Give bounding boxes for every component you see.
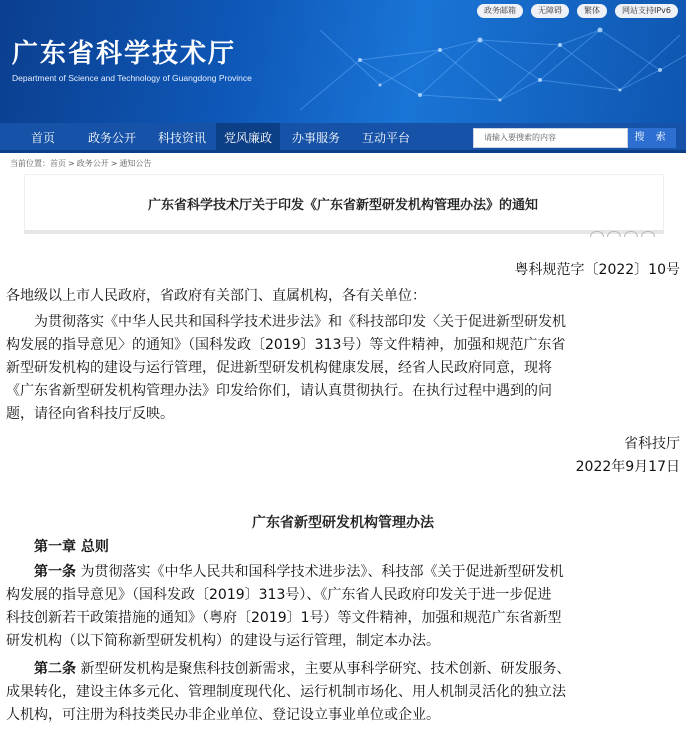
nav-item-interaction[interactable]: 互动平台	[361, 131, 410, 145]
share-icon[interactable]	[641, 231, 655, 237]
main-nav	[0, 123, 686, 153]
body-line: 题，请径向省科技厅反映。	[6, 406, 174, 422]
panel-footer-bar	[24, 230, 664, 234]
breadcrumb-separator: >	[68, 159, 75, 168]
article-1-line: 构发展的指导意见》（国科发政〔2019〕313号）、《广东省人民政府印发关于进一步促进	[6, 587, 552, 603]
share-icon[interactable]	[624, 231, 638, 237]
article-1-line: 研发机构（以下简称新型研发机构）的建设与运行管理，制定本办法。	[6, 633, 440, 649]
share-icon[interactable]	[607, 231, 621, 237]
nav-item-gov-affairs[interactable]: 政务公开	[87, 131, 136, 145]
breadcrumb	[10, 158, 151, 169]
nav-item-services[interactable]: 办事服务	[291, 131, 340, 145]
body-line: 构发展的指导意见〉的通知》（国科发政〔2019〕313号）等文件精神，加强和规范广东省	[6, 337, 566, 353]
article-2-label: 第二条	[34, 661, 76, 677]
article-1-line: 科技创新若干政策措施的通知》（粤府〔2019〕1号）等文件精神，加强和规范广东省新型	[6, 610, 562, 626]
notice-title: 广东省科学技术厅关于印发《广东省新型研发机构管理办法》的通知	[147, 198, 538, 213]
regulation-title: 广东省新型研发机构管理办法	[252, 515, 434, 531]
body-line: 《广东省新型研发机构管理办法》印发给你们，请认真贯彻执行。在执行过程中遇到的问	[6, 383, 552, 399]
chapter-heading: 第一章 总则	[34, 539, 109, 555]
nav-item-sci-news[interactable]: 科技资讯	[157, 131, 206, 145]
top-utility-links	[477, 4, 678, 18]
signer: 省科技厅	[624, 436, 680, 452]
addressee: 各地级以上市人民政府，省政府有关部门、直属机构，各有关单位：	[6, 288, 426, 304]
article-2-text: 新型研发机构是聚焦科技创新需求，主要从事科学研究、技术创新、研发服务、	[76, 661, 571, 677]
body-line: 新型研发机构的建设与运行管理，促进新型研发机构健康发展，经省人民政府同意，现将	[6, 360, 552, 376]
top-link-email[interactable]: 政务邮箱	[477, 4, 523, 18]
top-link-traditional[interactable]: 繁体	[577, 4, 607, 18]
body-line: 为贯彻落实《中华人民共和国科学技术进步法》和《科技部印发〈关于促进新型研发机	[34, 314, 566, 330]
search-input[interactable]: 请输入要搜索的内容	[473, 128, 628, 148]
article-1-line	[34, 561, 563, 584]
article-2-line	[34, 658, 570, 681]
breadcrumb-separator: >	[110, 159, 118, 168]
article-2-line: 成果转化，建设主体多元化、管理制度现代化、运行机制市场化、用人机制灵活化的独立法	[6, 684, 566, 700]
nav-item-home[interactable]: 首页	[30, 131, 55, 145]
doc-number: 粤科规范字〔2022〕10号	[514, 262, 680, 278]
issue-date: 2022年9月17日	[575, 459, 680, 475]
top-link-ipv6[interactable]: 网站支持IPv6	[615, 4, 678, 18]
article-1-text: 为贯彻落实《中华人民共和国科学技术进步法》、科技部《关于促进新型研发机	[76, 564, 564, 580]
article-1-label: 第一条	[34, 564, 76, 580]
share-buttons	[590, 231, 655, 237]
breadcrumb-item-notices[interactable]: 通知公告	[119, 159, 152, 168]
site-header-banner	[0, 0, 686, 123]
nav-item-integrity[interactable]: 党风廉政	[216, 123, 280, 153]
breadcrumb-label: 当前位置：	[10, 159, 50, 168]
breadcrumb-item-home[interactable]: 首页	[50, 159, 66, 168]
article-2-line: 人机构，可注册为科技类民办非企业单位、登记设立事业单位或企业。	[6, 707, 440, 723]
breadcrumb-item-gov-affairs[interactable]: 政务公开	[76, 159, 109, 168]
site-title[interactable]: 广东省科学技术厅	[12, 39, 237, 69]
top-link-accessibility[interactable]: 无障碍	[531, 4, 569, 18]
search-button[interactable]: 搜 索	[628, 128, 676, 148]
share-icon[interactable]	[590, 231, 604, 237]
site-subtitle: Department of Science and Technology of Guangdong Province	[12, 73, 252, 83]
